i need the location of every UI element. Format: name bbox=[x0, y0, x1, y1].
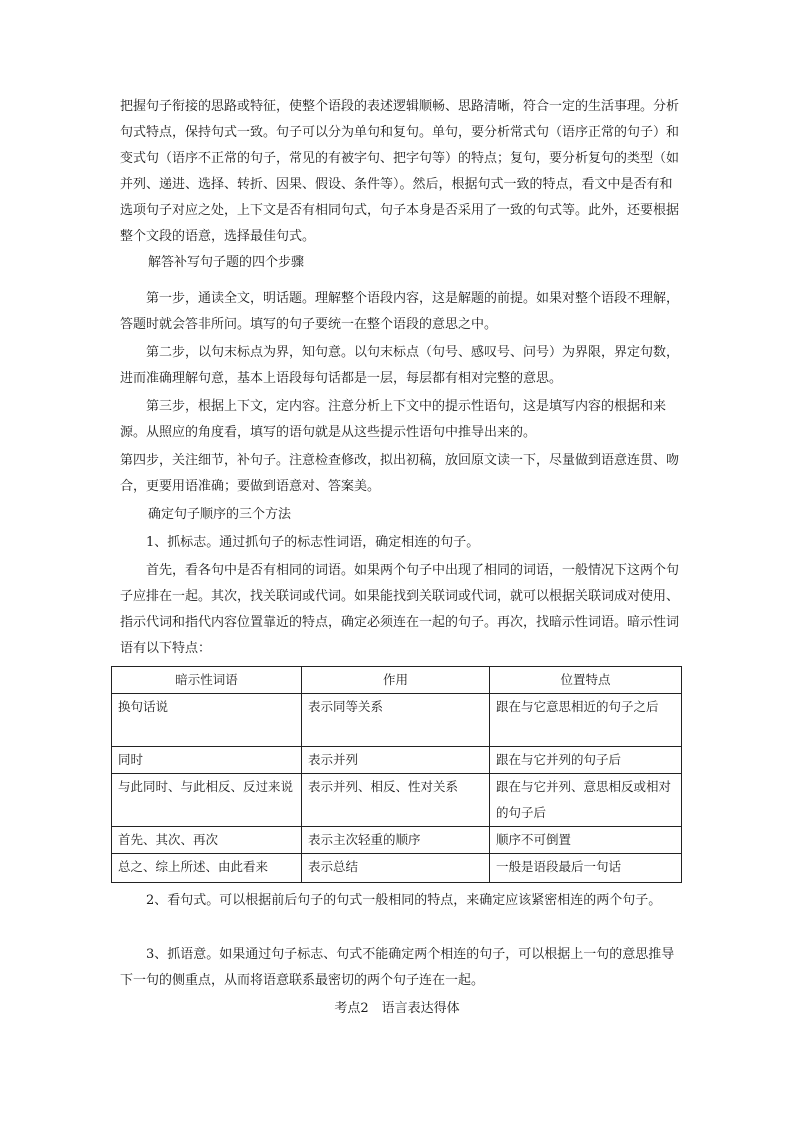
table-header-cell: 暗示性词语 bbox=[112, 667, 302, 694]
method-1-detail: 首先，看各句中是否有相同的词语。如果两个句子中出现了相同的词语，一般情况下这两个句子应排在一起。其次，找关联词或代词。如果能找到关联词或代词，就可以根据关联词成对使用、指示代词和指代内容位置靠近的特点，确定必须连在一起的句子。再次，找暗示性词语。暗示性词语有以下特点： bbox=[120, 563, 680, 656]
hint-words-table bbox=[111, 666, 682, 883]
table-cell: 换句话说 bbox=[112, 694, 302, 747]
table-row bbox=[112, 747, 682, 774]
table-cell: 跟在与它意思相近的句子之后 bbox=[490, 694, 682, 747]
table-cell: 一般是语段最后一句话 bbox=[490, 854, 682, 883]
table-row bbox=[112, 774, 682, 827]
table-header-cell: 位置特点 bbox=[490, 667, 682, 694]
table-cell: 跟在与它并列、意思相反或相对的句子后 bbox=[490, 774, 682, 827]
table-cell: 跟在与它并列的句子后 bbox=[490, 747, 682, 774]
heading-three-methods: 确定句子顺序的三个方法 bbox=[148, 507, 292, 522]
table-cell: 与此同时、与此相反、反过来说 bbox=[112, 774, 302, 827]
step-4-paragraph: 第四步，关注细节，补句子。注意检查修改，拟出初稿，放回原文读一下，尽量做到语意连贯、吻合，更要用语准确；要做到语意对、答案美。 bbox=[120, 453, 680, 494]
intro-paragraph: 把握句子衔接的思路或特征，使整个语段的表述逻辑顺畅、思路清晰，符合一定的生活事理。分析句式特点，保持句式一致。句子可以分为单句和复句。单句，要分析常式句（语序正常的句子）和变式句（语序不正常的句子，常见的有被字句、把字句等）的特点；复句，要分析复句的类型（如并列、递进、选择、转折、因果、假设、条件等）。然后，根据句式一致的特点，看文中是否有和选项句子对应之处，上下文是否有相同句式，句子本身是否采用了一致的句式等。此外，还要根据整个文段的语意，选择最佳句式。 bbox=[120, 99, 680, 244]
step-1-paragraph: 第一步，通读全文，明话题。理解整个语段内容，这是解题的前提。如果对整个语段不理解，答题时就会答非所问。填写的句子要统一在整个语段的意思之中。 bbox=[120, 291, 680, 332]
table-row bbox=[112, 694, 682, 747]
table-cell: 同时 bbox=[112, 747, 302, 774]
table-cell: 表示并列、相反、性对关系 bbox=[302, 774, 490, 827]
heading-four-steps: 解答补写句子题的四个步骤 bbox=[148, 255, 305, 270]
method-1-title: 1、抓标志。通过抓句子的标志性词语，确定相连的句子。 bbox=[146, 535, 480, 550]
section-title: 考点2 语言表达得体 bbox=[334, 1001, 460, 1016]
method-3-paragraph: 3、抓语意。如果通过句子标志、句式不能确定两个相连的句子，可以根据上一句的意思推导下一句的侧重点，从而将语意联系最密切的两个句子连在一起。 bbox=[120, 947, 675, 988]
table-cell: 表示并列 bbox=[302, 747, 490, 774]
table-header-cell: 作用 bbox=[302, 667, 490, 694]
table-cell: 首先、其次、再次 bbox=[112, 827, 302, 854]
table-cell: 表示总结 bbox=[302, 854, 490, 883]
step-2-paragraph: 第二步，以句末标点为界，知句意。以句末标点（句号、感叹号、问号）为界限，界定句数，进而准确理解句意，基本上语段每句话都是一层，每层都有相对完整的意思。 bbox=[120, 345, 680, 386]
table-header-row bbox=[112, 667, 682, 694]
table-row bbox=[112, 827, 682, 854]
method-2-paragraph: 2、看句式。可以根据前后句子的句式一般相同的特点，来确定应该紧密相连的两个句子。 bbox=[146, 893, 662, 908]
step-3-paragraph: 第三步，根据上下文，定内容。注意分析上下文中的提示性语句，这是填写内容的根据和来源。从照应的角度看，填写的语句就是从这些提示性语句中推导出来的。 bbox=[120, 399, 667, 440]
table-cell: 顺序不可倒置 bbox=[490, 827, 682, 854]
table-cell: 表示主次轻重的顺序 bbox=[302, 827, 490, 854]
table-row bbox=[112, 854, 682, 883]
table-cell: 总之、综上所述、由此看来 bbox=[112, 854, 302, 883]
table-cell: 表示同等关系 bbox=[302, 694, 490, 747]
